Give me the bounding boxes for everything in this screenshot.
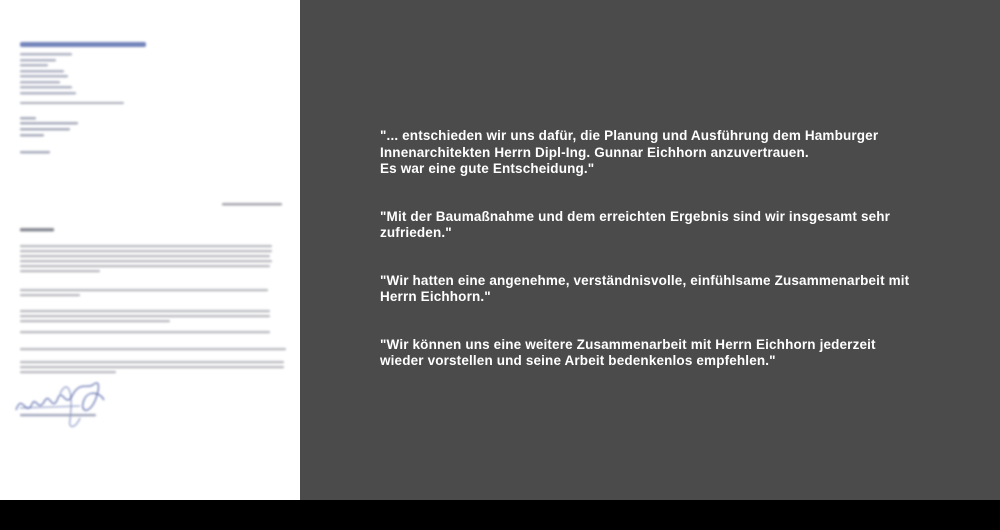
letter-document-preview [0,0,300,500]
return-address-line [20,102,124,104]
sender-address-block [20,53,76,95]
testimonial-quote-1: "... entschieden wir uns dafür, die Planung und Ausführung dem Hamburger Innenarchitekten Herrn Dipl-Ing. Gunnar Eichhorn anzuvertrauen. Es war eine gute Entscheidung." [380,128,879,176]
letter-body-text [20,245,286,373]
testimonial-quotes-panel [300,0,1000,500]
reference-letter-image [0,0,300,500]
letterhead-name [20,42,146,47]
letter-subject [20,228,54,232]
recipient-address-block [20,117,78,154]
bottom-bar [0,500,1000,530]
signature-name-line [20,414,96,416]
testimonial-quote-4: "Wir können uns eine weitere Zusammenarbeit mit Herrn Eichhorn jederzeit wieder vorstellen und seine Arbeit bedenkenlos empfehlen." [380,336,876,368]
signature-stroke [20,387,80,427]
testimonial-quote-2: "Mit der Baumaßnahme und dem erreichten Ergebnis sind wir insgesamt sehr zufrieden." [380,208,891,240]
testimonial-quote-3: "Wir hatten eine angenehme, verständnisvolle, einfühlsame Zusammenarbeit mit Herrn Eichhorn." [380,272,910,304]
letter-date [222,203,282,206]
